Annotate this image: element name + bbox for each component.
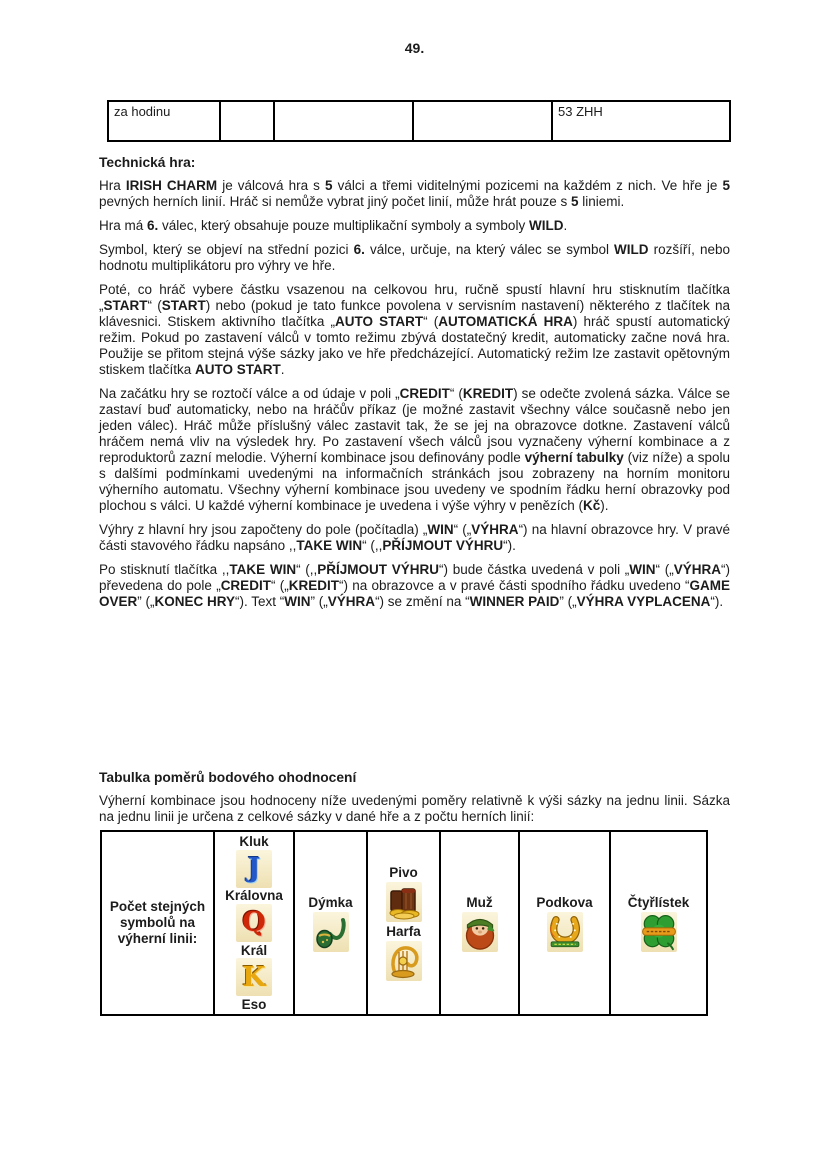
table-cell-empty bbox=[220, 101, 274, 141]
horseshoe-symbol-cell bbox=[519, 831, 610, 1015]
queen-label: Královna bbox=[225, 888, 283, 904]
paragraph-game-overview: Hra IRISH CHARM je válcová hra s 5 válci a třemi viditelnými pozicemi na každém z nich. Ve hře je 5 pevných herních linií. Hráč si nemůže vybrat jiný počet linií, může hrát pouze s 5 liniemi. bbox=[99, 178, 730, 209]
paragraph-sixth-reel: Hra má 6. válec, který obsahuje pouze multiplikační symboly a symboly WILD. bbox=[99, 218, 568, 233]
ace-label: Eso bbox=[241, 996, 267, 1012]
paragraph-take-win: Po stisknutí tlačítka ,,TAKE WIN“ (,,PŘÍJMOUT VÝHRU“) bude částka uvedená v poli „WIN“ („VÝHRA“) převedena do pole „CREDIT“ („KREDIT“) na obrazovce a v pravé části spodního řádku uvedeno “GAME OVER” („KONEC HRY“). Text “WIN” („VÝHRA“) se změní na “WINNER PAID” („VÝHRA VYPLACENA“). bbox=[99, 562, 730, 609]
golden-horseshoe-icon bbox=[547, 912, 583, 952]
king-label: Král bbox=[240, 942, 268, 958]
pipe-label: Dýmka bbox=[308, 894, 353, 910]
table-cell-empty bbox=[413, 101, 552, 141]
pipe-symbol-cell bbox=[294, 831, 367, 1015]
king-card-icon: K bbox=[236, 958, 272, 996]
table-cell-empty bbox=[274, 101, 413, 141]
blank-gap bbox=[99, 610, 730, 770]
table-cell-za-hodinu: za hodinu bbox=[108, 101, 220, 141]
clover-label: Čtyřlístek bbox=[627, 894, 690, 910]
symbol-count-header-cell bbox=[101, 831, 214, 1015]
card-symbols-cell bbox=[214, 831, 294, 1015]
four-leaf-clover-icon bbox=[641, 912, 677, 952]
jack-card-icon: J bbox=[236, 850, 272, 888]
section-heading-technical: Technická hra: bbox=[99, 155, 196, 170]
paragraph-start-autostart: Poté, co hráč vybere částku vsazenou na celkovou hru, ručně spustí hlavní hru stisknutím tlačítka „START“ (START) nebo (pokud je tato funkce povolena v servisním nastavení) některého z tlačítek na klávesnici. Stiskem aktivního tlačítka „AUTO START“ (AUTOMATICKÁ HRA) hráč spustí automatický režim. Pokud po zastavení válců v tomto režimu zbývá dostatečný kredit, automaticky začne nová hra. Použije se přitom stejná výše sázky jako ve hře předcházející. Automatický režim lze zastavit opětovným stiskem tlačítka AUTO START. bbox=[99, 282, 730, 377]
horseshoe-label: Podkova bbox=[536, 894, 593, 910]
clover-symbol-cell bbox=[610, 831, 707, 1015]
jack-label: Kluk bbox=[239, 834, 269, 849]
leprechaun-face-icon bbox=[462, 912, 498, 952]
beer-harp-cell bbox=[367, 831, 440, 1015]
table-cell-53zhh: 53 ZHH bbox=[552, 101, 730, 141]
man-symbol-cell bbox=[440, 831, 519, 1015]
table-row bbox=[108, 101, 730, 141]
paragraph-win-field: Výhry z hlavní hry jsou započteny do pole (počítadla) „WIN“ („VÝHRA“) na hlavní obrazovce hry. V pravé části stavového řádku napsáno ,,TAKE WIN“ (,,PŘÍJMOUT VÝHRU“). bbox=[99, 522, 730, 553]
man-label: Muž bbox=[466, 894, 493, 910]
beer-label: Pivo bbox=[389, 865, 418, 880]
paragraph-wild-symbol: Symbol, který se objeví na střední pozici 6. válce, určuje, na který válec se symbol WILD rozšíří, nebo hodnotu multiplikátoru pro výhry ve hře. bbox=[99, 242, 730, 273]
table-row bbox=[101, 831, 707, 1015]
hourly-stats-table bbox=[107, 100, 731, 142]
smoking-pipe-icon bbox=[313, 912, 349, 952]
symbol-ratio-table bbox=[100, 830, 708, 1016]
row-header-label: Počet stejných symbolů na výherní linii: bbox=[109, 899, 206, 946]
beer-mugs-icon bbox=[386, 882, 422, 922]
paragraph-ratio-intro: Výherní kombinace jsou hodnoceny níže uvedenými poměry relativně k výši sázky na jednu linii. Sázka na jednu linii je určena z celkové sázky v dané hře a z počtu herních linií: bbox=[99, 793, 730, 824]
page-number: 49. bbox=[404, 40, 425, 56]
harp-label: Harfa bbox=[386, 924, 421, 939]
golden-harp-icon bbox=[386, 941, 422, 981]
paragraph-credit-reels: Na začátku hry se roztočí válce a od údaje v poli „CREDIT“ (KREDIT) se odečte zvolená sázka. Válce se zastaví buď automaticky, nebo na hráčův příkaz (je možné zastavit všechny válce současně nebo jen jeden válec). Hráč může příslušný válec zastavit tak, že se jej na obrazovce dotkne. Zastavení válců hráčem nemá vliv na výsledek hry. Po zastavení všech válců jsou vyznačeny výherní kombinace a z reproduktorů zazní melodie. Výherní kombinace jsou definovány podle výherní tabulky (viz níže) a spolu s dalšími podmínkami uvedenými na informačních stránkách jsou zobrazeny na horním monitoru výherního automatu. Všechny výherní kombinace jsou uvedeny ve spodním řádku herní obrazovky pod plochou s válci. U každé výherní kombinace je uvedena i výše výhry v penězích (Kč). bbox=[99, 386, 731, 513]
queen-card-icon: Q bbox=[236, 904, 272, 942]
section-heading-ratio-table: Tabulka poměrů bodového ohodnocení bbox=[99, 770, 357, 785]
